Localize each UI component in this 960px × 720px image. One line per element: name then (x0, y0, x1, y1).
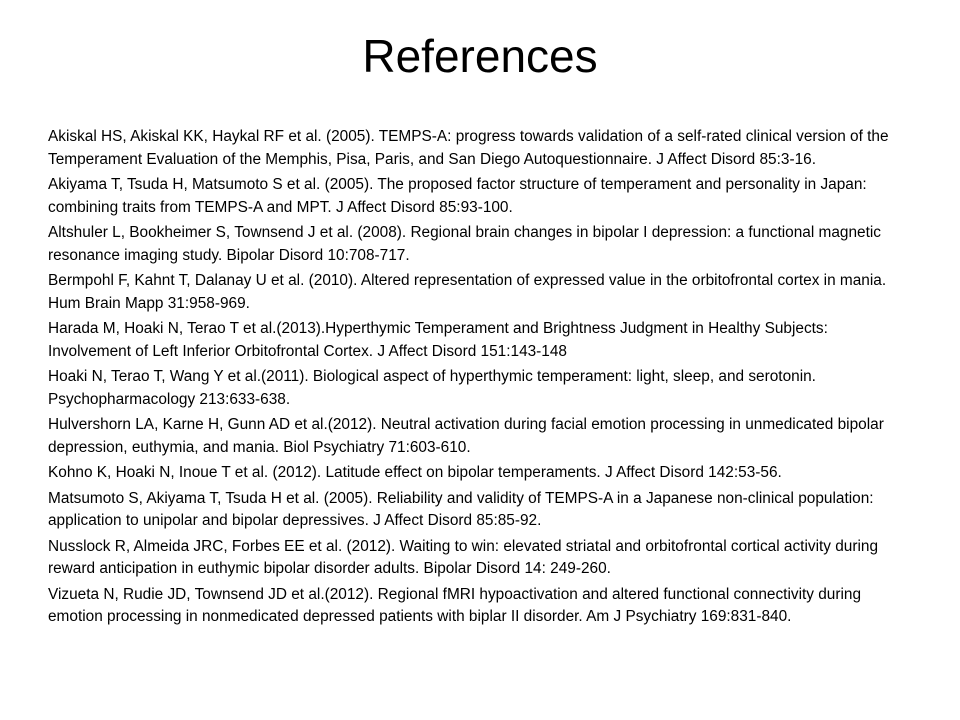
reference-list (48, 126, 912, 632)
reference-item: Vizueta N, Rudie JD, Townsend JD et al.(2012). Regional fMRI hypoactivation and altered functional connectivity during emotion processing in nonmedicated depressed patients with biplar II disorder. Am J Psychiatry 169:831-840. (48, 585, 862, 625)
reference-item: Matsumoto S, Akiyama T, Tsuda H et al. (2005). Reliability and validity of TEMPS-A in a Japanese non-clinical population: application to unipolar and bipolar depressives. J Affect Disord 85:85-92. (48, 489, 874, 529)
reference-item: Nusslock R, Almeida JRC, Forbes EE et al. (2012). Waiting to win: elevated striatal and orbitofrontal cortical activity during reward anticipation in euthymic bipolar disorder adults. Bipolar Disord 14: 249-260. (48, 537, 879, 577)
reference-item: Kohno K, Hoaki N, Inoue T et al. (2012). Latitude effect on bipolar temperaments. J Affect Disord 142:53-56. (48, 464, 782, 481)
reference-item: Akiyama T, Tsuda H, Matsumoto S et al. (2005). The proposed factor structure of temperament and personality in Japan: combining traits from TEMPS-A and MPT. J Affect Disord 85:93-100. (48, 176, 867, 216)
reference-item: Hulvershorn LA, Karne H, Gunn AD et al.(2012). Neutral activation during facial emotion processing in unmedicated bipolar depression, euthymia, and mania. Biol Psychiatry 71:603-610. (48, 416, 884, 456)
reference-item: Bermpohl F, Kahnt T, Dalanay U et al. (2010). Altered representation of expressed value in the orbitofrontal cortex in mania. Hum Brain Mapp 31:958-969. (48, 272, 887, 312)
reference-item: Akiskal HS, Akiskal KK, Haykal RF et al. (2005). TEMPS-A: progress towards validation of a self-rated clinical version of the Temperament Evaluation of the Memphis, Pisa, Paris, and San Diego Autoquestionnaire. J Affect Disord 85:3-16. (48, 128, 889, 168)
reference-item: Altshuler L, Bookheimer S, Townsend J et al. (2008). Regional brain changes in bipolar I depression: a functional magnetic resonance imaging study. Bipolar Disord 10:708-717. (48, 224, 882, 264)
reference-item: Harada M, Hoaki N, Terao T et al.(2013).Hyperthymic Temperament and Brightness Judgment in Healthy Subjects: Involvement of Left Inferior Orbitofrontal Cortex. J Affect Disord 151:143-148 (48, 320, 828, 360)
reference-item: Hoaki N, Terao T, Wang Y et al.(2011). Biological aspect of hyperthymic temperament: light, sleep, and serotonin. Psychopharmacology 213:633-638. (48, 368, 816, 408)
slide-title: References (362, 30, 598, 82)
